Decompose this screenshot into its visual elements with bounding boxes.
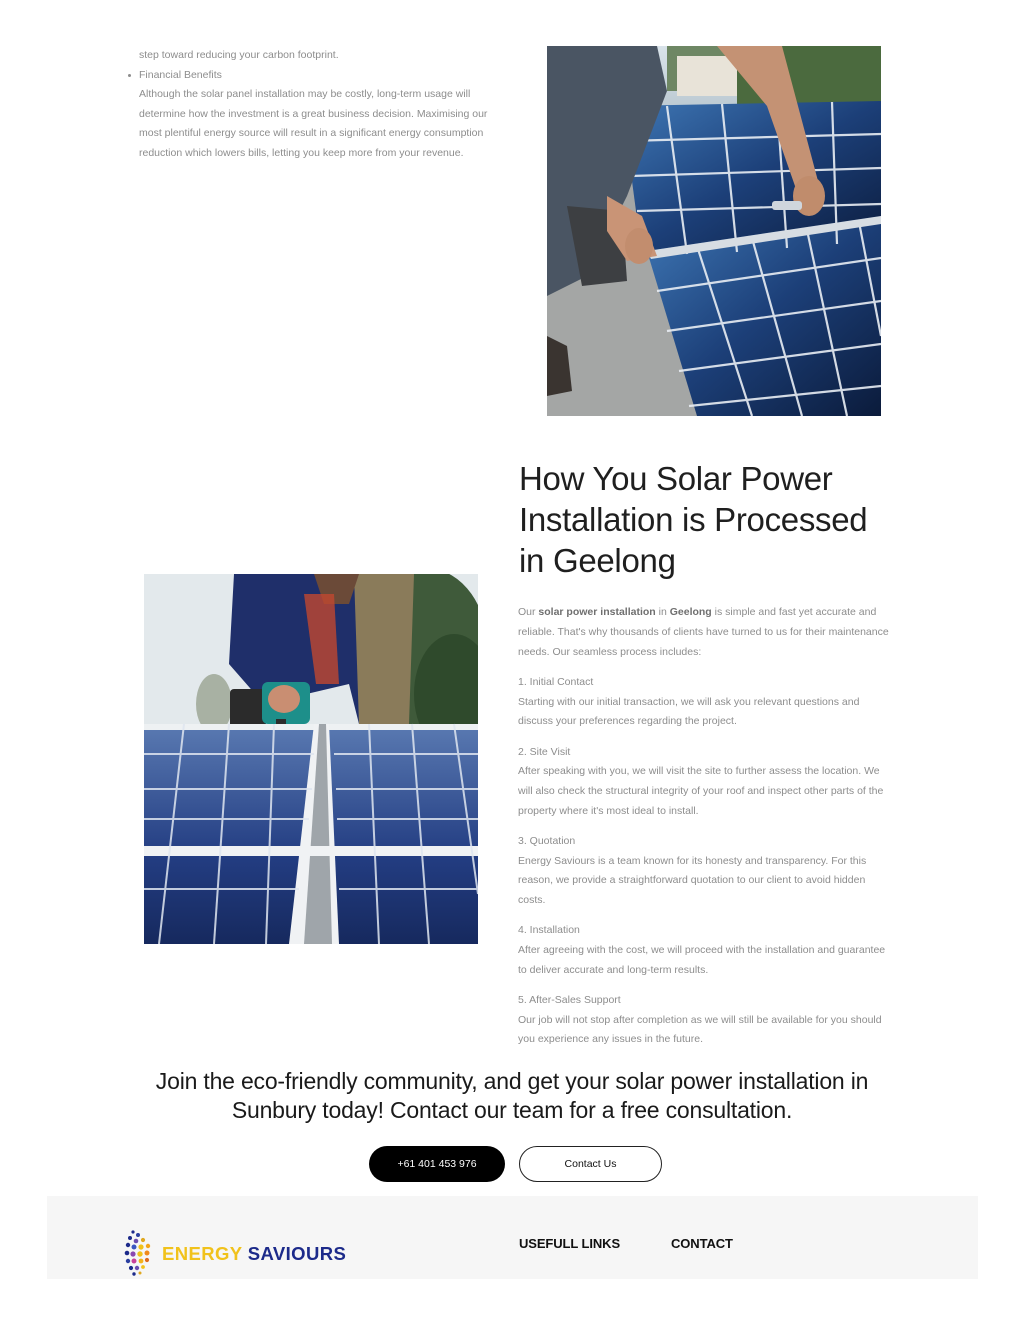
financial-benefits-title: Financial Benefits: [139, 68, 222, 81]
intro-keyword-location: Geelong: [669, 606, 712, 618]
process-step: [518, 743, 890, 822]
carbon-line: step toward reducing your carbon footprint.: [139, 49, 339, 61]
logo-word-energy: ENERGY: [162, 1243, 243, 1264]
intro-text-3: is simple and fast yet accurate and reliable. That's why thousands of clients have turned to us for their maintenance needs. Our seamless process includes:: [518, 606, 889, 658]
bullet-icon: [128, 74, 131, 77]
step-title: 1. Initial Contact: [518, 676, 594, 688]
process-heading: How You Solar Power Installation is Processed in Geelong: [519, 460, 868, 579]
step-title: 2. Site Visit: [518, 745, 571, 758]
footer-links-heading: USEFULL LINKS: [519, 1236, 621, 1251]
step-body: Starting with our initial transaction, we will ask you relevant questions and discuss your preferences regarding the project.: [518, 695, 860, 728]
cta-heading: Join the eco-friendly community, and get your solar power installation in Sunbury today! Contact our team for a free consultation.: [155, 1068, 869, 1123]
step-body: Our job will not stop after completion as we will still be available for you should you experience any issues in the future.: [518, 1013, 882, 1046]
financial-benefits-item: [139, 66, 509, 86]
logo-wordmark: [162, 1243, 346, 1265]
process-steps-list: [518, 673, 890, 1060]
solar-install-photo-top: [547, 46, 881, 416]
footer-contact-heading: CONTACT: [671, 1236, 733, 1251]
energy-saviours-logo[interactable]: [124, 1228, 347, 1278]
solar-drill-illustration: [144, 574, 478, 944]
solar-install-illustration: [547, 46, 881, 416]
logo-word-saviours: SAVIOURS: [247, 1243, 347, 1264]
process-step: [518, 832, 890, 911]
process-step: [518, 921, 890, 980]
step-title: 5. After-Sales Support: [518, 993, 621, 1006]
step-body: Energy Saviours is a team known for its honesty and transparency. For this reason, we provide a straightforward quotation to our client to avoid hidden costs.: [518, 854, 867, 907]
step-title: 3. Quotation: [518, 834, 576, 847]
process-intro: [518, 603, 890, 662]
step-body: After speaking with you, we will visit the site to further assess the location. We will also check the structural integrity of your roof and inspect other parts of the property where it's most ideal to install.: [518, 765, 884, 817]
step-title: 4. Installation: [518, 924, 580, 937]
logo-sun-icon: [124, 1228, 158, 1278]
step-body: After agreeing with the cost, we will proceed with the installation and guarantee to deliver accurate and long-term results.: [518, 943, 886, 976]
process-step: [518, 991, 890, 1050]
process-step: [518, 673, 890, 732]
intro-keyword-service: solar power installation: [538, 606, 656, 618]
site-footer: [47, 1196, 978, 1279]
benefits-text: [139, 46, 509, 164]
intro-text-2: in: [655, 606, 670, 618]
intro-text-1: Our: [518, 606, 539, 618]
solar-drill-photo: [144, 574, 478, 944]
phone-button[interactable]: +61 401 453 976: [369, 1146, 505, 1182]
contact-us-button[interactable]: Contact Us: [519, 1146, 662, 1182]
financial-benefits-body: Although the solar panel installation may be costly, long-term usage will determine how the investment is a great business decision. Maximising our most plentiful energy source will result in a significant energy consumption reduction which lowers bills, letting you keep more from your revenue.: [139, 88, 488, 159]
